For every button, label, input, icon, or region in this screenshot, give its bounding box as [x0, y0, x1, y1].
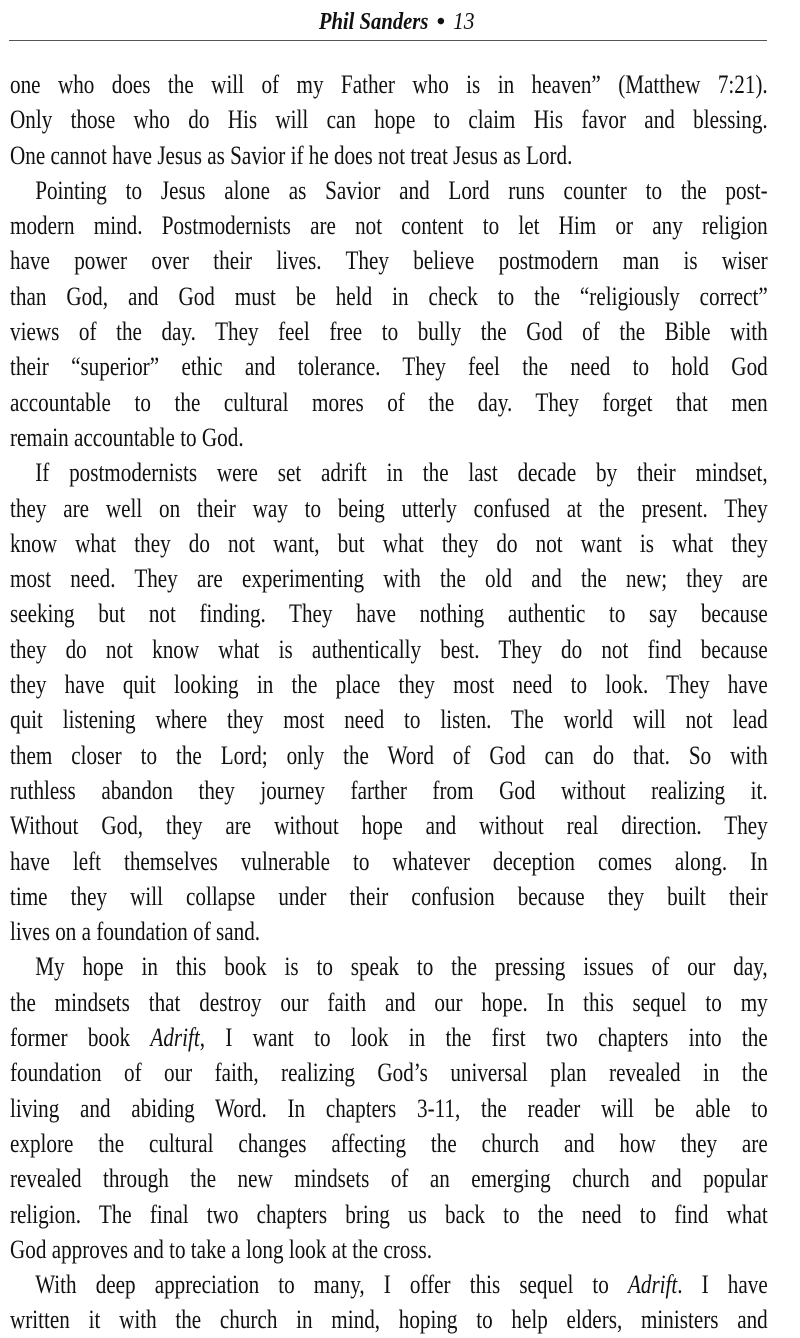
text-run: With deep appreciation to many, I offer this sequel to	[35, 1270, 628, 1300]
text-run: former book	[10, 1023, 151, 1053]
text-line-content: modern mind. Postmodernists are not content to let Him or any religion	[10, 211, 768, 241]
paragraph	[10, 67, 768, 173]
text-line	[10, 1267, 768, 1302]
text-line	[10, 808, 768, 843]
text-line-content: their “superior” ethic and tolerance. They feel the need to hold God	[10, 352, 768, 382]
text-line	[10, 1302, 768, 1337]
text-line-content: remain accountable to God.	[10, 422, 244, 452]
text-line	[10, 702, 768, 737]
text-line-content: most need. They are experimenting with the old and the new; they are	[10, 564, 768, 594]
text-line	[10, 455, 768, 490]
text-line-content: One cannot have Jesus as Savior if he does not treat Jesus as Lord.	[10, 140, 573, 170]
paragraph	[10, 949, 768, 1267]
text-line-content: ruthless abandon they journey farther from God without realizing it.	[10, 775, 768, 805]
text-line	[10, 67, 768, 102]
text-line-content	[10, 1267, 768, 1302]
paragraph	[10, 1267, 768, 1338]
text-line-content	[10, 1020, 768, 1055]
text-line-content: one who does the will of my Father who is in heaven” (Matthew 7:21).	[10, 70, 768, 99]
text-line-content: they are well on their way to being utterly confused at the present. They	[10, 493, 768, 523]
text-line-content: accountable to the cultural mores of the day. They forget that men	[10, 387, 768, 417]
text-line-content: If postmodernists were set adrift in the last decade by their mindset,	[35, 458, 768, 488]
text-line-content: the mindsets that destroy our faith and our hope. In this sequel to my	[10, 987, 768, 1017]
text-line-content: Pointing to Jesus alone as Savior and Lord runs counter to the post-	[35, 175, 768, 205]
book-title-italic: Adrift	[150, 1023, 200, 1053]
text-line-content: have power over their lives. They believe postmodern man is wiser	[10, 246, 768, 276]
text-line	[10, 385, 768, 420]
text-line-content: Only those who do His will can hope to claim His favor and blessing.	[10, 105, 768, 135]
text-line-content: them closer to the Lord; only the Word of God can do that. So with	[10, 740, 768, 770]
page-number: 13	[452, 9, 475, 35]
text-line	[10, 561, 768, 596]
text-line	[10, 1232, 768, 1267]
header-rule	[9, 40, 767, 41]
text-line-content: know what they do not want, but what they do not want is what they	[10, 528, 768, 558]
text-line-content: views of the day. They feel free to bully the God of the Bible with	[10, 317, 768, 347]
text-line	[10, 844, 768, 879]
text-line-content: than God, and God must be held in check to the “religiously correct”	[10, 281, 768, 311]
running-head	[0, 8, 778, 36]
text-line	[10, 596, 768, 631]
text-line-content: living and abiding Word. In chapters 3-11, the reader will be able to	[10, 1093, 768, 1123]
text-line	[10, 491, 768, 526]
paragraph	[10, 455, 768, 949]
text-line	[10, 208, 768, 243]
text-line-content: quit listening where they most need to listen. The world will not lead	[10, 705, 768, 735]
text-line	[10, 420, 768, 455]
text-line	[10, 314, 768, 349]
text-line-content: explore the cultural changes affecting the church and how they are	[10, 1128, 768, 1158]
text-line-content: seeking but not finding. They have nothing authentic to say because	[10, 599, 768, 629]
text-run: . I have	[677, 1270, 768, 1300]
text-line	[10, 1091, 768, 1126]
text-line	[10, 1020, 768, 1055]
book-title-italic: Adrift	[627, 1270, 678, 1300]
text-line-content: lives on a foundation of sand.	[10, 917, 261, 947]
text-line	[10, 1055, 768, 1090]
text-line	[10, 138, 768, 173]
text-line-content: have left themselves vulnerable to whatever deception comes along. In	[10, 846, 768, 876]
text-line	[10, 949, 768, 984]
text-line	[10, 1197, 768, 1232]
text-line	[10, 526, 768, 561]
text-line-content: foundation of our faith, realizing God’s universal plan revealed in the	[10, 1058, 768, 1088]
text-line	[10, 985, 768, 1020]
text-run: , I want to look in the first two chapters into the	[199, 1023, 768, 1053]
text-line	[10, 738, 768, 773]
body-text	[10, 67, 768, 1338]
text-line-content: God approves and to take a long look at the cross.	[10, 1234, 433, 1264]
text-line	[10, 173, 768, 208]
text-line	[10, 632, 768, 667]
running-head-author: Phil Sanders	[318, 9, 429, 35]
running-head-bullet: •	[436, 9, 445, 35]
text-line-content: religion. The final two chapters bring us back to the need to find what	[10, 1199, 768, 1229]
text-line	[10, 879, 768, 914]
text-line	[10, 279, 768, 314]
text-line	[10, 914, 768, 949]
text-line-content: they do not know what is authentically best. They do not find because	[10, 634, 768, 664]
text-line	[10, 773, 768, 808]
text-line-content: time they will collapse under their confusion because they built their	[10, 881, 768, 911]
text-line-content: Without God, they are without hope and without real direction. They	[10, 811, 768, 841]
text-line-content: revealed through the new mindsets of an emerging church and popular	[10, 1164, 768, 1194]
text-line	[10, 1161, 768, 1196]
text-line-content: written it with the church in mind, hoping to help elders, ministers and	[10, 1305, 768, 1335]
text-line	[10, 349, 768, 384]
text-line	[10, 667, 768, 702]
text-line-content: they have quit looking in the place they most need to look. They have	[10, 670, 768, 700]
text-line-content: My hope in this book is to speak to the pressing issues of our day,	[35, 952, 768, 982]
paragraph	[10, 173, 768, 455]
text-line	[10, 102, 768, 137]
text-line	[10, 243, 768, 278]
text-line	[10, 1126, 768, 1161]
